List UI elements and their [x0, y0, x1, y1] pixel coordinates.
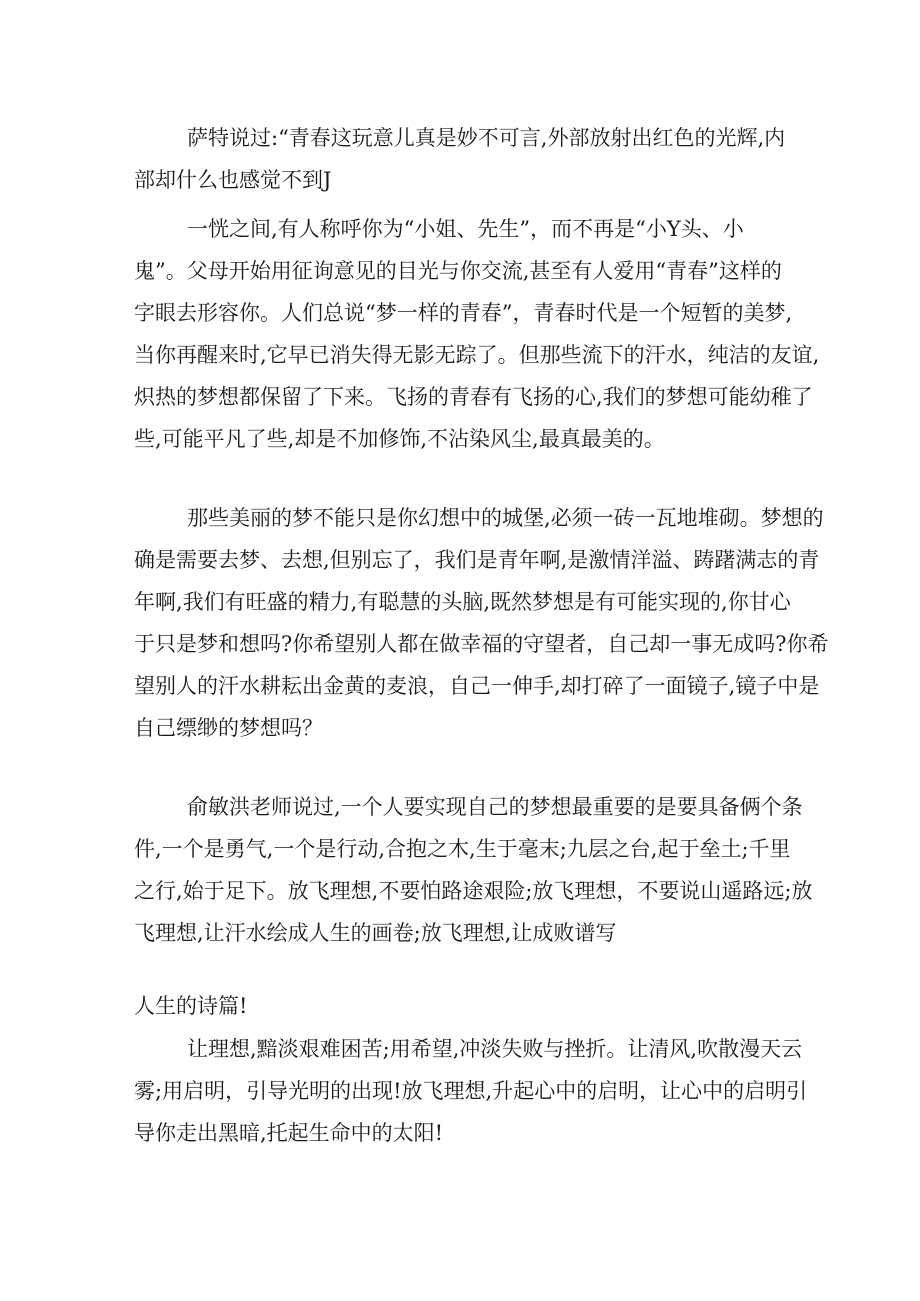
text-line: 俞敏洪老师说过,一个人要实现自己的梦想最重要的是要具备俩个条	[187, 795, 803, 819]
text-line: 些,可能平凡了些,却是不加修饰,不沾染风尘,最真最美的。	[134, 427, 665, 451]
paragraph-sartre-quote	[134, 117, 794, 201]
text-line: 人生的诗篇!	[134, 994, 248, 1018]
text-line: 望别人的汗水耕耘出金黄的麦浪，自己一伸手,却打碎了一面镜子,镜子中是	[134, 674, 820, 698]
text-line: 确是需要去梦、去想,但别忘了，我们是青年啊,是激情洋溢、踌躇满志的青	[134, 548, 820, 572]
text-line: 炽热的梦想都保留了下来。飞扬的青春有飞扬的心,我们的梦想可能幼稚了	[134, 385, 813, 409]
text-line: 字眼去形容你。人们总说“梦一样的青春”，青春时代是一个短暂的美梦,	[134, 301, 793, 325]
text-line: 飞理想,让汗水绘成人生的画卷;放飞理想,让成败谱写	[134, 921, 617, 945]
text-line: 萨特说过:“青春这玩意儿真是妙不可言,外部放射出红色的光辉,内	[187, 126, 786, 150]
text-line: 件,一个是勇气,一个是行动,合抱之木,生于毫末;九层之台,起于垒土;千里	[134, 837, 791, 861]
paragraph-poem-line	[134, 985, 794, 1027]
text-line: 自己缥缈的梦想吗？	[134, 716, 323, 740]
text-line: 部却什么也感觉不到J	[134, 168, 332, 192]
paragraph-dreams	[134, 497, 829, 749]
text-line: 之行,始于足下。放飞理想,不要怕路途艰险;放飞理想，不要说山遥路远;放	[134, 879, 813, 903]
paragraph-yu-minhong	[134, 786, 813, 954]
paragraph-youth	[134, 208, 820, 460]
text-line: 于只是梦和想吗?你希望别人都在做幸福的守望者，自己却一事无成吗?你希	[134, 632, 829, 656]
text-line: 当你再醒来时,它早已消失得无影无踪了。但那些流下的汗水，纯洁的友谊,	[134, 343, 820, 367]
text-line: 鬼”。父母开始用征询意见的目光与你交流,甚至有人爱用“青春”这样的	[134, 259, 782, 283]
text-line: 一恍之间,有人称呼你为“小姐、先生”，而不再是“小Y头、小	[187, 217, 744, 241]
text-line: 年啊,我们有旺盛的精力,有聪慧的头脑,既然梦想是有可能实现的,你甘心	[134, 590, 791, 614]
text-line: 导你走出黑暗,托起生命中的太阳!	[134, 1121, 444, 1145]
paragraph-ideals	[134, 1028, 808, 1154]
text-line: 那些美丽的梦不能只是你幻想中的城堡,必须一砖一瓦地堆砌。梦想的	[187, 506, 824, 530]
text-line: 让理想,黯淡艰难困苦;用希望,冲淡失败与挫折。让清风,吹散漫天云	[187, 1037, 803, 1061]
text-line: 雾;用启明，引导光明的出现!放飞理想,升起心中的启明，让心中的启明引	[134, 1079, 808, 1103]
